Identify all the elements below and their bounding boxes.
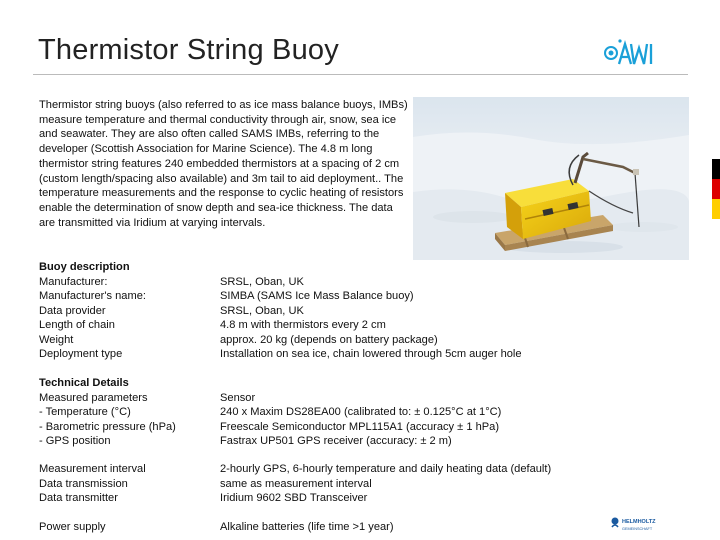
awi-logo (603, 36, 655, 68)
row-value: Iridium 9602 SBD Transceiver (220, 492, 368, 504)
row-value: Alkaline batteries (life time >1 year) (220, 521, 394, 533)
buoy-row-manufacturer-name (39, 289, 414, 304)
row-value: 240 x Maxim DS28EA00 (calibrated to: ± 0.125°C at 1°C) (220, 406, 502, 418)
row-label: Weight (39, 333, 74, 346)
row-value: SRSL, Oban, UK (220, 275, 304, 288)
row-value: Freescale Semiconductor MPL115A1 (accuracy ± 1 hPa) (220, 420, 500, 433)
row-label: Length of chain (39, 319, 115, 331)
row-label: Manufacturer: (39, 275, 108, 288)
tech-row-pressure (39, 420, 500, 435)
flag-stripe-black (712, 159, 720, 179)
row-value: Sensor (220, 391, 256, 404)
intro-paragraph: Thermistor string buoys (also referred to as ice mass balance buoys, IMBs) measure temperature and thermal conductivity through air, snow, sea ice and seawater. They are also often called SAMS IMBs, referring to the developer (Scottish Association for Marine Science). The 4.8 m long thermistor string features 240 embedded thermistors at a spacing of 2 cm (custom length/spacing also available) and 3m tail to aid deployment.. The temperature measurements and the response to cyclic heating of resistors enable the determination of snow depth and sea-ice thickness. The data are transmitted via Iridium at varying intervals. (39, 99, 408, 229)
flag-stripe-red (712, 179, 720, 199)
row-value: SRSL, Oban, UK (220, 304, 304, 317)
row-label: Deployment type (39, 348, 123, 360)
helmholtz-subtext: GEMEINSCHAFT (622, 527, 653, 531)
row-label: - GPS position (39, 435, 111, 447)
row-value: Installation on sea ice, chain lowered through 5cm auger hole (220, 348, 522, 360)
buoy-description-heading: Buoy description (39, 261, 130, 273)
row-label: Power supply (39, 521, 106, 533)
buoy-row-chain-length (39, 318, 386, 333)
row-value: same as measurement interval (220, 477, 372, 490)
row-label: Data transmitter (39, 492, 118, 504)
flag-stripe-gold (712, 199, 720, 219)
row-label: - Barometric pressure (hPa) (39, 420, 176, 433)
tech-row-measured-parameters (39, 391, 256, 406)
row-value: 2-hourly GPS, 6-hourly temperature and daily heating data (default) (220, 463, 552, 475)
technical-details-heading: Technical Details (39, 377, 129, 389)
row-label: Manufacturer's name: (39, 290, 146, 302)
row-label: Data provider (39, 304, 106, 317)
page-title: Thermistor String Buoy (38, 34, 339, 66)
row-label: Measured parameters (39, 391, 148, 404)
technical-details-section (39, 376, 502, 449)
row-label: Measurement interval (39, 463, 146, 475)
tech-row-gps (39, 434, 452, 449)
title-divider (33, 74, 688, 75)
buoy-row-weight (39, 333, 438, 348)
row-value: approx. 20 kg (depends on battery package) (220, 333, 438, 346)
buoy-row-deployment-type (39, 347, 522, 362)
buoy-row-manufacturer (39, 275, 304, 290)
row-value: 4.8 m with thermistors every 2 cm (220, 319, 386, 331)
row-label: - Temperature (°C) (39, 406, 131, 418)
helmholtz-text: HELMHOLTZ (622, 519, 656, 525)
tech-row-temperature (39, 405, 502, 420)
helmholtz-logo (609, 513, 657, 537)
row-value: SIMBA (SAMS Ice Mass Balance buoy) (220, 290, 414, 302)
buoy-row-data-provider (39, 304, 304, 319)
buoy-description-section (39, 260, 522, 362)
buoy-photo (413, 97, 689, 260)
row-label: Data transmission (39, 477, 128, 490)
row-value: Fastrax UP501 GPS receiver (accuracy: ± 2 m) (220, 435, 452, 447)
